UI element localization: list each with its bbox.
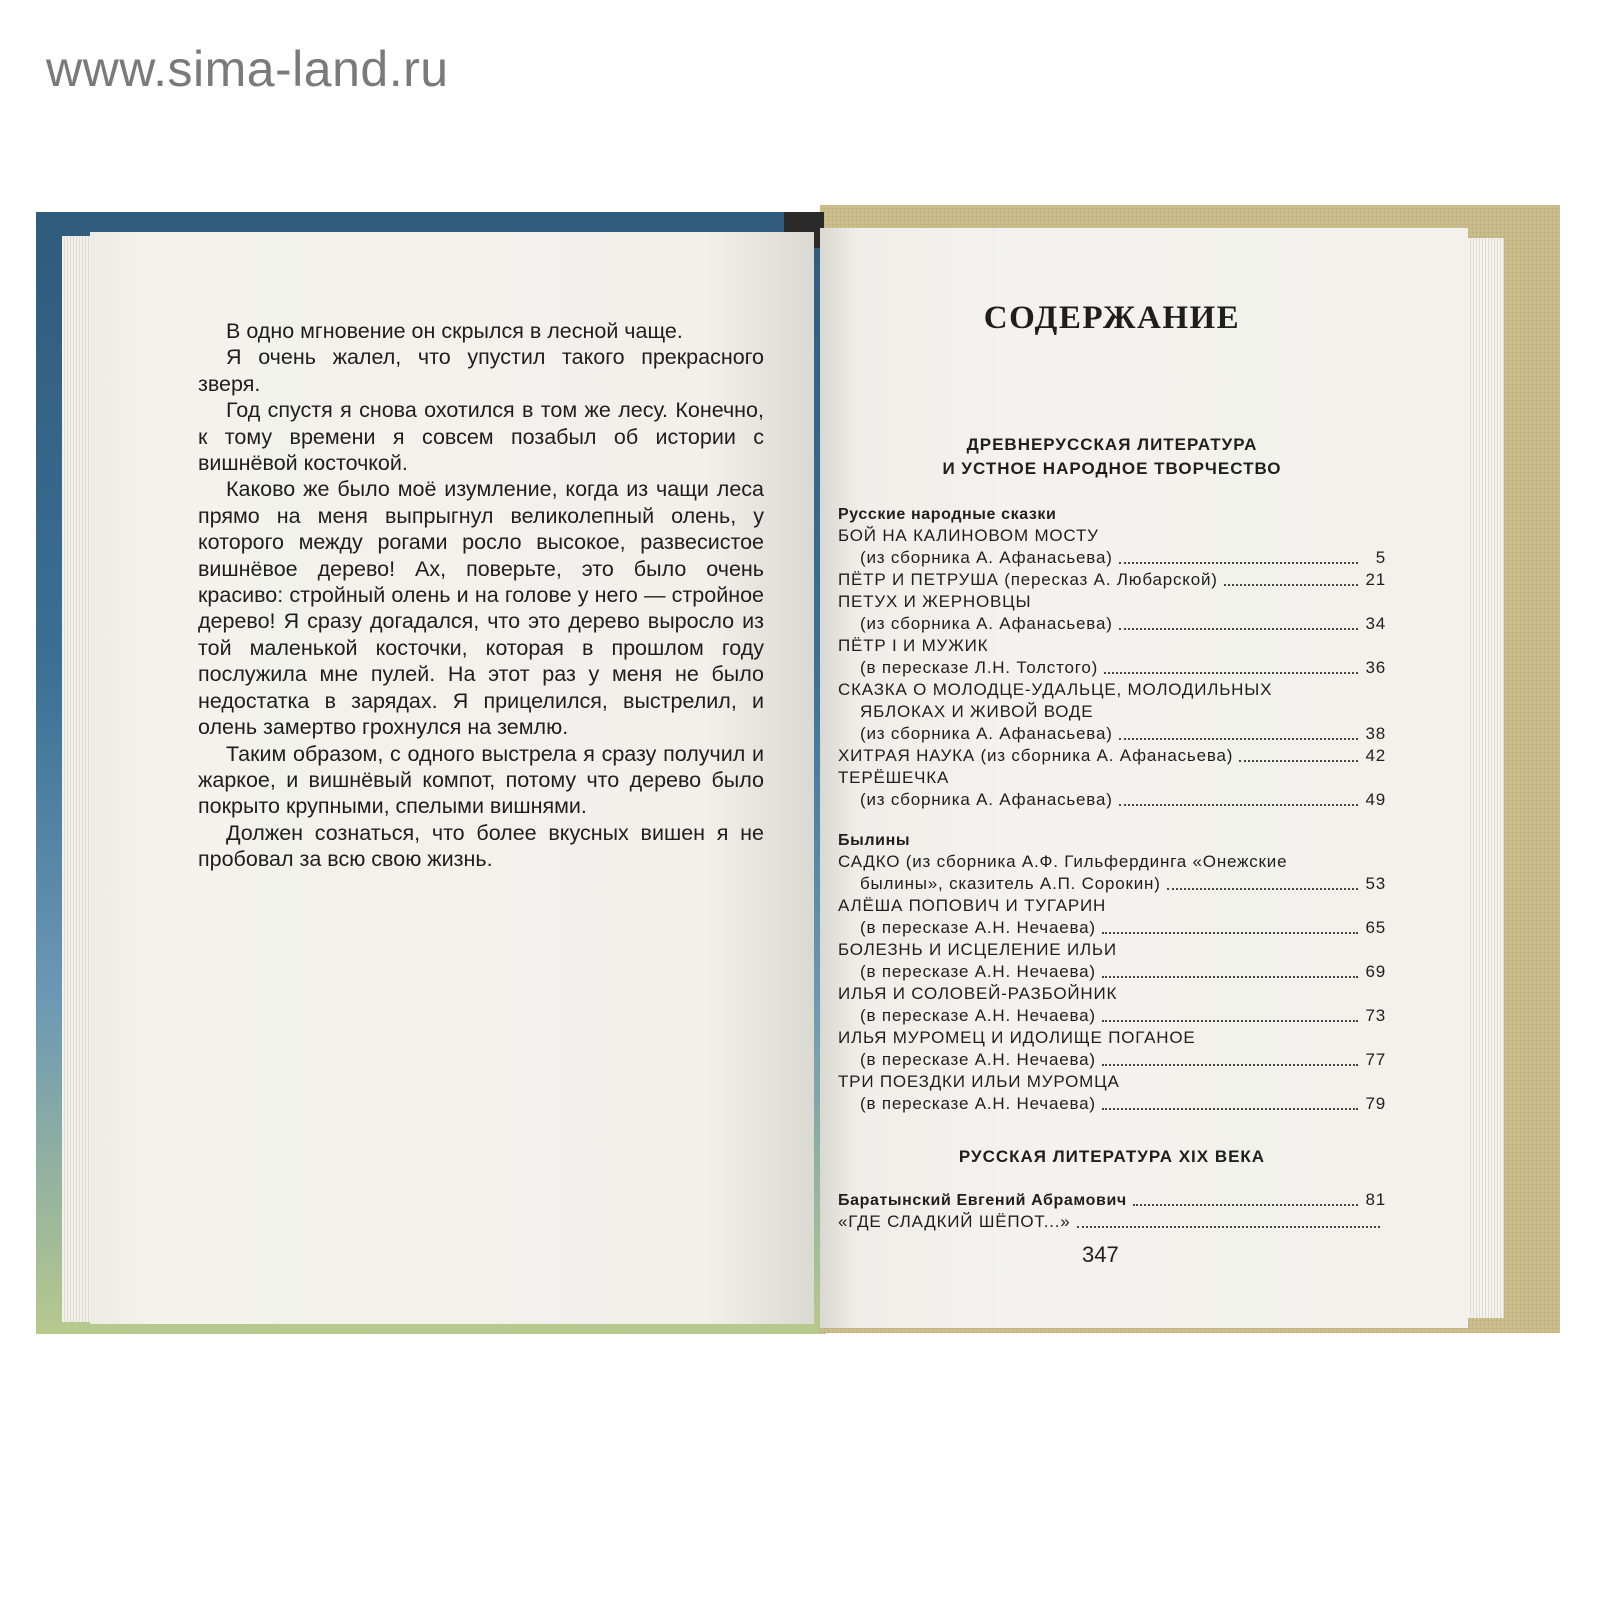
entry-page: 65	[1365, 918, 1386, 937]
entry-page: 5	[1375, 548, 1386, 567]
right-page-edges	[1462, 238, 1504, 1318]
section-heading: ДРЕВНЕРУССКАЯ ЛИТЕРАТУРА	[966, 435, 1258, 454]
entry-page: 69	[1365, 962, 1386, 981]
entry-subtitle: (в пересказе А.Н. Нечаева)	[860, 1094, 1096, 1113]
entry-page: 81	[1365, 1190, 1386, 1209]
entry-subtitle: (из сборника А. Афанасьева)	[860, 724, 1113, 743]
entry-title: ПЁТР I И МУЖИК	[838, 636, 989, 655]
toc-entry	[838, 745, 1386, 767]
entry-title: «ГДЕ СЛАДКИЙ ШЁПОТ...»	[838, 1212, 1071, 1231]
toc-entry	[838, 939, 1386, 983]
toc-entry	[838, 983, 1386, 1027]
toc-entry	[838, 895, 1386, 939]
entry-title: БОЛЕЗНЬ И ИСЦЕЛЕНИЕ ИЛЬИ	[838, 940, 1117, 959]
entry-subtitle: (в пересказе Л.Н. Толстого)	[860, 658, 1099, 677]
entry-page: 53	[1365, 874, 1386, 893]
toc-entry	[838, 569, 1386, 591]
paragraph: Я очень жалел, что упустил такого прекрасного зверя.	[198, 345, 764, 396]
entry-subtitle: (из сборника А. Афанасьева)	[860, 548, 1113, 567]
entry-page: 21	[1365, 570, 1386, 589]
paragraph: Год спустя я снова охотился в том же лесу. Конечно, к тому времени я совсем позабыл об истории с вишнёвой косточкой.	[198, 398, 764, 476]
entry-page: 49	[1365, 790, 1386, 809]
entry-subtitle: (в пересказе А.Н. Нечаева)	[860, 1006, 1096, 1025]
page-number: 347	[1082, 1242, 1119, 1267]
left-page-edges	[62, 236, 92, 1322]
paragraph: Каково же было моё изумление, когда из чащи леса прямо на меня выпрыгнул великолепный олень, у которого между рогами росло высокое, развесистое вишнёвое дерево! Ах, поверьте, это было очень красиво: стройный олень и на голове у него — стройное дерево! Я сразу догадался, что это дерево выросло из той маленькой косточки, которая в прошлом году послужила мне пулей. На этот раз у меня не было недостатка в зарядах. Я прицелился, выстрелил, и олень замертво грохнулся на землю.	[198, 477, 764, 740]
watermark: www.sima-land.ru	[46, 41, 449, 97]
entry-title: БОЙ НА КАЛИНОВОМ МОСТУ	[838, 526, 1099, 545]
paragraph: Таким образом, с одного выстрела я сразу получил и жаркое, и вишнёвый компот, потому что дерево было покрыто крупными, спелыми вишнями.	[198, 741, 764, 819]
entry-page: 36	[1365, 658, 1386, 677]
paragraph: Должен сознаться, что более вкусных вишен я не пробовал за всю свою жизнь.	[198, 820, 764, 872]
group-heading: Былины	[838, 832, 911, 849]
entry-title: ПЕТУХ И ЖЕРНОВЦЫ	[838, 592, 1032, 611]
entry-title: АЛЁША ПОПОВИЧ И ТУГАРИН	[838, 896, 1107, 915]
toc-entry	[838, 591, 1386, 635]
toc-entry	[838, 1071, 1386, 1115]
group-heading: Русские народные сказки	[838, 506, 1057, 523]
entry-page: 42	[1365, 746, 1386, 765]
toc-title: СОДЕРЖАНИЕ	[983, 300, 1241, 336]
entry-author: Баратынский Евгений Абрамович	[838, 1192, 1127, 1209]
entry-subtitle: (в пересказе А.Н. Нечаева)	[860, 918, 1096, 937]
entry-subtitle: (в пересказе А.Н. Нечаева)	[860, 1050, 1096, 1069]
entry-title: ИЛЬЯ МУРОМЕЦ И ИДОЛИЩЕ ПОГАНОЕ	[838, 1028, 1196, 1047]
entry-subtitle: (в пересказе А.Н. Нечаева)	[860, 962, 1096, 981]
left-page-text	[198, 318, 764, 873]
toc-entry	[838, 635, 1386, 679]
toc-entry	[838, 767, 1386, 811]
section-heading: РУССКАЯ ЛИТЕРАТУРА XIX ВЕКА	[958, 1147, 1266, 1166]
entry-page: 77	[1365, 1050, 1386, 1069]
toc-entry	[838, 525, 1386, 569]
toc-entry	[838, 679, 1386, 745]
entry-title: ПЁТР И ПЕТРУША (пересказ А. Любарской)	[838, 570, 1218, 589]
toc-entry	[838, 1189, 1386, 1233]
entry-title: ХИТРАЯ НАУКА (из сборника А. Афанасьева)	[838, 746, 1234, 765]
entry-title: ИЛЬЯ И СОЛОВЕЙ-РАЗБОЙНИК	[838, 984, 1118, 1003]
toc-entry	[838, 1027, 1386, 1071]
entry-subtitle: (из сборника А. Афанасьева)	[860, 790, 1113, 809]
table-of-contents	[838, 296, 1386, 1233]
entry-title: ТРИ ПОЕЗДКИ ИЛЬИ МУРОМЦА	[838, 1072, 1120, 1091]
entry-page: 38	[1365, 724, 1386, 743]
entry-page: 34	[1365, 614, 1386, 633]
entry-page: 73	[1365, 1006, 1386, 1025]
entry-subtitle: (из сборника А. Афанасьева)	[860, 614, 1113, 633]
toc-entry	[838, 851, 1386, 895]
paragraph: В одно мгновение он скрылся в лесной чаще.	[226, 319, 683, 343]
entry-title: СКАЗКА О МОЛОДЦЕ-УДАЛЬЦЕ, МОЛОДИЛЬНЫХ	[838, 680, 1273, 699]
entry-title-continued: ЯБЛОКАХ И ЖИВОЙ ВОДЕ	[860, 702, 1094, 721]
entry-title: САДКО (из сборника А.Ф. Гильфердинга «Онежские	[838, 852, 1288, 871]
entry-subtitle: былины», сказитель А.П. Сорокин)	[860, 874, 1161, 893]
section-heading: И УСТНОЕ НАРОДНОЕ ТВОРЧЕСТВО	[942, 459, 1282, 478]
entry-page: 79	[1365, 1094, 1386, 1113]
entry-title: ТЕРЁШЕЧКА	[838, 768, 950, 787]
